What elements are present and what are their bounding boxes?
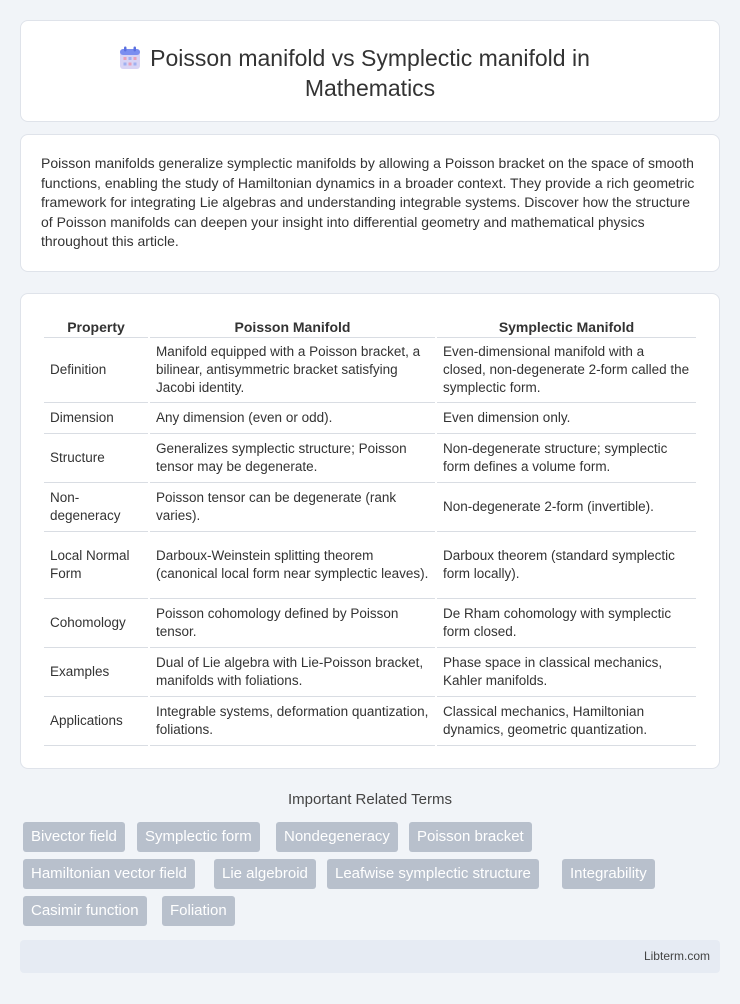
cell-symplectic: Even dimension only. [437, 403, 696, 434]
tag-bivector-field[interactable]: Bivector field [23, 822, 125, 852]
tag-casimir-function[interactable]: Casimir function [23, 896, 147, 926]
cell-symplectic: De Rham cohomology with symplectic form closed. [437, 599, 696, 648]
tag-leafwise-symplectic-structure[interactable]: Leafwise symplectic structure [327, 859, 539, 889]
table-row [44, 599, 696, 648]
header-poisson: Poisson Manifold [150, 314, 435, 338]
page-title: Poisson manifold vs Symplectic manifold in Mathematics [150, 45, 590, 101]
cell-symplectic: Classical mechanics, Hamiltonian dynamics, geometric quantization. [437, 697, 696, 746]
tag-lie-algebroid[interactable]: Lie algebroid [214, 859, 316, 889]
cell-property: Dimension [44, 403, 148, 434]
cell-poisson: Poisson cohomology defined by Poisson tensor. [150, 599, 435, 648]
table-row [44, 648, 696, 697]
cell-poisson: Darboux-Weinstein splitting theorem (canonical local form near symplectic leaves). [150, 532, 435, 599]
table-row [44, 532, 696, 599]
tag-hamiltonian-vector-field[interactable]: Hamiltonian vector field [23, 859, 195, 889]
table-row [44, 483, 696, 532]
cell-symplectic: Non-degenerate 2-form (invertible). [437, 483, 696, 532]
table-row [44, 697, 696, 746]
cell-poisson: Generalizes symplectic structure; Poisson tensor may be degenerate. [150, 434, 435, 483]
table-row [44, 403, 696, 434]
tag-integrability[interactable]: Integrability [562, 859, 655, 889]
footer [20, 940, 720, 973]
cell-symplectic: Phase space in classical mechanics, Kahler manifolds. [437, 648, 696, 697]
tag-nondegeneracy[interactable]: Nondegeneracy [276, 822, 398, 852]
cell-symplectic: Non-degenerate structure; symplectic form defines a volume form. [437, 434, 696, 483]
cell-poisson: Poisson tensor can be degenerate (rank varies). [150, 483, 435, 532]
cell-poisson: Manifold equipped with a Poisson bracket, a bilinear, antisymmetric bracket satisfying Jacobi identity. [150, 338, 435, 403]
cell-poisson: Integrable systems, deformation quantization, foliations. [150, 697, 435, 746]
tag-symplectic-form[interactable]: Symplectic form [137, 822, 260, 852]
comparison-card [20, 293, 720, 769]
table-header-row [44, 314, 696, 338]
cell-property: Cohomology [44, 599, 148, 648]
header-symplectic: Symplectic Manifold [437, 314, 696, 338]
cell-property: Definition [44, 338, 148, 403]
cell-poisson: Dual of Lie algebra with Lie-Poisson bracket, manifolds with foliations. [150, 648, 435, 697]
cell-property: Local Normal Form [44, 532, 148, 599]
tag-foliation[interactable]: Foliation [162, 896, 235, 926]
cell-property: Applications [44, 697, 148, 746]
cell-symplectic: Darboux theorem (standard symplectic form locally). [437, 532, 696, 599]
header-property: Property [44, 314, 148, 338]
footer-site-link[interactable]: Libterm.com [643, 949, 710, 963]
tag-poisson-bracket[interactable]: Poisson bracket [409, 822, 532, 852]
cell-symplectic: Even-dimensional manifold with a closed, non-degenerate 2-form called the symplectic form. [437, 338, 696, 403]
related-terms-title: Important Related Terms [288, 791, 452, 808]
cell-property: Structure [44, 434, 148, 483]
comparison-table [42, 314, 698, 746]
intro-text: Poisson manifolds generalize symplectic manifolds by allowing a Poisson bracket on the space of smooth functions, enabling the study of Hamiltonian dynamics in a broader context. They provide a rich geometric framework for integrating Lie algebras and understanding integrable systems. Discover how the structure of Poisson manifolds can deepen your insight into differential geometry and mathematical physics throughout this article. [41, 155, 695, 250]
cell-property: Examples [44, 648, 148, 697]
table-row [44, 338, 696, 403]
title-card [20, 20, 720, 122]
intro-card [20, 134, 720, 272]
cell-poisson: Any dimension (even or odd). [150, 403, 435, 434]
table-row [44, 434, 696, 483]
cell-property: Non-degeneracy [44, 483, 148, 532]
